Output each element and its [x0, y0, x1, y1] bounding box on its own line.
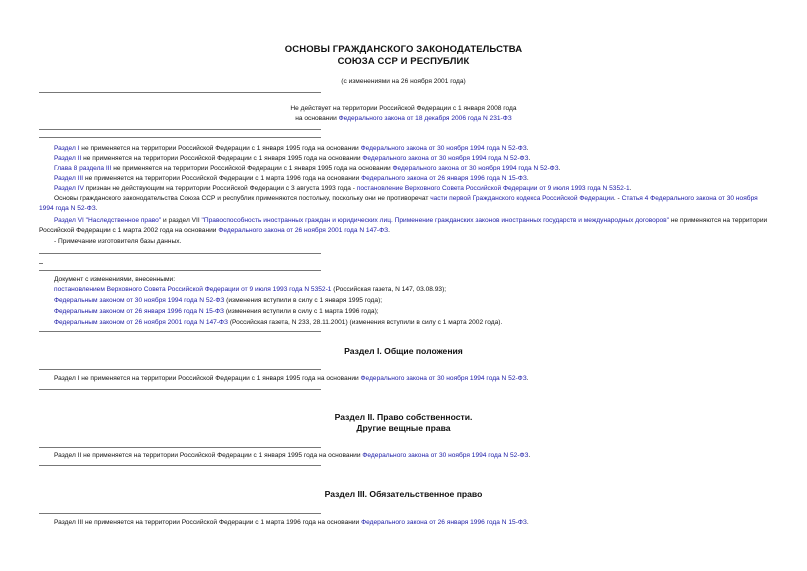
change-item [54, 318, 502, 327]
changes-header: Документ с изменениями, внесенными: [54, 276, 176, 283]
note-text: не применяется на территории Российской Федерации с 1 января 1995 года на основании [81, 155, 363, 162]
divider [39, 92, 321, 93]
note-section-link[interactable]: Раздел II [54, 155, 82, 162]
change-item [54, 285, 446, 294]
divider [39, 369, 321, 370]
change-text: (Российская газета, N 233, 28.11.2001) (изменения вступили в силу с 1 марта 2002 года). [228, 319, 503, 326]
note-text: признан не действующим на территории Российской Федерации с 3 августа 1993 года - [83, 185, 357, 192]
change-item [54, 307, 379, 316]
note-end: . [388, 226, 390, 234]
note-law-link[interactable]: Федерального закона от 30 ноября 1994 года N 52-ФЗ [360, 145, 527, 152]
divider [39, 129, 321, 130]
note-section-link[interactable]: Раздел III [54, 175, 84, 182]
section-2-heading-line1: Раздел II. Право собственности. [334, 412, 473, 422]
note-law-link[interactable]: Федерального закона от 30 ноября 1994 года N 52-ФЗ [362, 155, 529, 162]
note-line [54, 174, 529, 183]
section-note-end: . [528, 452, 531, 459]
change-link[interactable]: Федеральным законом от 26 января 1996 года N 15-ФЗ [54, 308, 224, 315]
section-3-heading: Раздел III. Обязательственное право [324, 489, 483, 499]
section-note-text: Раздел III не применяется на территории Российской Федерации с 1 марта 1996 года на основании [54, 519, 362, 526]
section-note-text: Раздел II не применяется на территории Российской Федерации с 1 января 1995 года на основании [54, 452, 363, 459]
status-line-2-prefix: на основании [295, 115, 339, 122]
note-end: . [95, 204, 98, 212]
divider [39, 137, 321, 138]
note-end: . [526, 175, 529, 182]
note-section-link[interactable]: Глава 8 раздела III [54, 165, 112, 172]
divider [39, 513, 321, 514]
civil-code-link[interactable]: части первой Гражданского кодекса Российской Федерации [430, 195, 614, 202]
document-title-line2: СОЮЗА ССР И РЕСПУБЛИК [337, 56, 470, 67]
divider [39, 389, 321, 390]
note-law-link[interactable]: Федерального закона от 26 ноября 2001 года N 147-ФЗ [218, 226, 389, 234]
change-link[interactable]: Федеральным законом от 30 ноября 1994 года N 52-ФЗ [54, 297, 225, 304]
note-section-link[interactable]: Раздел I [54, 145, 80, 152]
section-1-heading: Раздел I. Общие положения [344, 346, 463, 356]
status-line-2 [0, 114, 807, 123]
note-text: не применяется на территории Российской Федерации с 1 января 1995 года на основании [79, 145, 361, 152]
document-title-line1: ОСНОВЫ ГРАЖДАНСКОГО ЗАКОНОДАТЕЛЬСТВА [284, 44, 523, 55]
note-end: . [558, 165, 561, 172]
change-link[interactable]: постановлением Верховного Совета Российской Федерации от 9 июля 1993 года N 5352-1 [54, 286, 332, 293]
document-subtitle: (с изменениями на 26 ноября 2001 года) [341, 78, 466, 85]
status-law-link[interactable]: Федерального закона от 18 декабря 2006 года N 231-ФЗ [338, 115, 512, 122]
note-line [54, 144, 529, 153]
note-end: . [528, 155, 531, 162]
note-text: . - [613, 195, 622, 202]
section-note-link[interactable]: Федерального закона от 30 ноября 1994 года N 52-ФЗ [360, 375, 527, 382]
change-link[interactable]: Федеральным законом от 26 ноября 2001 года N 147-ФЗ [54, 319, 229, 326]
section-note-end: . [526, 375, 529, 382]
section-note-text: Раздел I не применяется на территории Российской Федерации с 1 января 1995 года на основании [54, 375, 361, 382]
note-text: Основы гражданского законодательства Союза ССР и республик применяются постольку, поскольку они не противоречат [54, 195, 431, 202]
section-note-link[interactable]: Федерального закона от 30 ноября 1994 года N 52-ФЗ [362, 452, 529, 459]
divider-short [39, 263, 43, 264]
divider [39, 270, 321, 271]
section-3-note [54, 518, 529, 527]
note-end: . [526, 145, 529, 152]
note-resolution-link[interactable]: постановление Верховного Совета Российской Федерации от 9 июля 1993 года N 5352-1 [356, 185, 630, 192]
note-paragraph [39, 216, 774, 235]
change-text: (изменения вступили в силу с 1 марта 1996 года); [224, 308, 379, 315]
section-1-note [54, 374, 529, 383]
note-end: . [629, 185, 632, 192]
divider [39, 465, 321, 466]
divider [39, 253, 321, 254]
section-vii-link[interactable]: "Правоспособность иностранных граждан и юридических лиц. Применение гражданских законов иностранных государств и международных договоров" [201, 217, 670, 224]
note-text: и раздел VII [161, 217, 202, 224]
change-text: (изменения вступили в силу с 1 января 1995 года); [224, 297, 383, 304]
note-paragraph [39, 194, 774, 213]
section-note-end: . [526, 519, 529, 526]
change-item [54, 296, 382, 305]
db-maker-note: - Примечание изготовителя базы данных. [54, 238, 182, 245]
section-2-heading-line2: Другие вещные права [356, 423, 451, 433]
divider [39, 447, 321, 448]
note-law-link[interactable]: Федерального закона от 26 января 1996 года N 15-ФЗ [361, 175, 527, 182]
note-line [54, 184, 632, 193]
note-line [54, 154, 530, 163]
section-note-link[interactable]: Федерального закона от 26 января 1996 года N 15-ФЗ [361, 519, 527, 526]
note-line [54, 164, 561, 173]
section-2-note [54, 451, 530, 460]
section-vi-link[interactable]: Раздел VI "Наследственное право" [54, 217, 162, 224]
note-section-link[interactable]: Раздел IV [54, 185, 84, 192]
article-link[interactable]: Статья 4 Федерального закона от 30 ноября 1994 года N 52-ФЗ [39, 195, 758, 212]
change-text: (Российская газета, N 147, 03.08.93); [331, 286, 447, 293]
note-text: не применяется на территории Российской Федерации с 1 января 1995 года на основании [111, 165, 393, 172]
note-law-link[interactable]: Федерального закона от 30 ноября 1994 года N 52-ФЗ [392, 165, 559, 172]
status-line-1: Не действует на территории Российской Федерации с 1 января 2008 года [290, 105, 517, 112]
note-text: не применяется на территории Российской Федерации с 1 марта 1996 года на основании [83, 175, 362, 182]
divider [39, 331, 321, 332]
note-text: не применяются на территории Российской Федерации с 1 марта 2002 года на основании [39, 217, 768, 234]
